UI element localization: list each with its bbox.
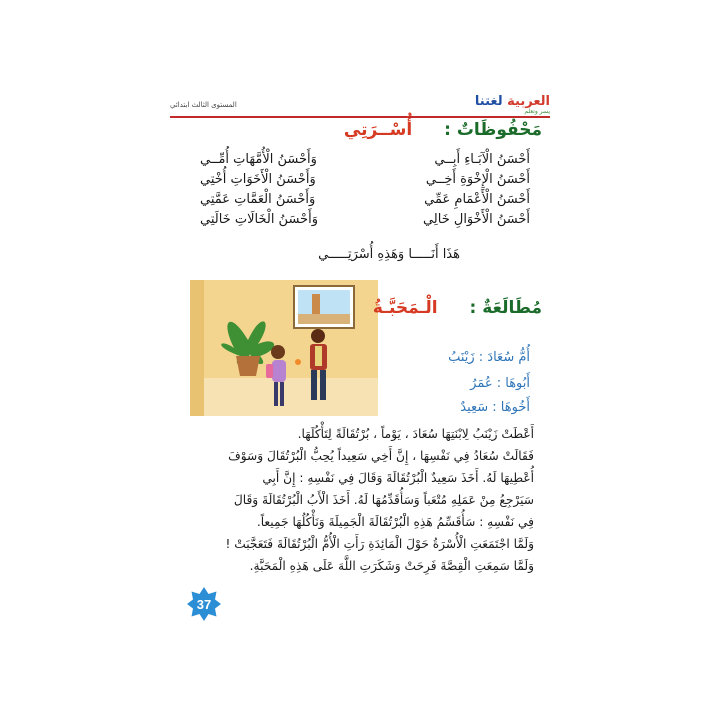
logo-word-1: لغتنا <box>474 94 503 109</box>
story-line: سَيَرْجِعُ مِنْ عَمَلِهِ مُتْعَباً وَسَأُقَدِّمُهَا لَهُ. أَخَذَ الْأَبُ الْبُرْتُقَالَةَ وَقَالَ <box>233 493 534 507</box>
story-line: أَعْطَتْ زَيْنَبُ لِابْنَتِهَا سُعَادَ ، يَوْماً ، بُرْتُقَالَةً لِتَأْكُلَهَا. <box>297 427 534 441</box>
page-header <box>170 96 550 114</box>
logo-word-2: العربية <box>507 94 550 109</box>
verse-first-half: أَحْسَنُ الْأَعْمَامِ عَمِّي <box>424 192 530 207</box>
verse-first-half: أَحْسَنُ الْأَخْوَالِ خَالِي <box>422 212 530 227</box>
character-brother: أَخُوهَا : سَعِيدٌ <box>460 400 530 415</box>
header-divider <box>170 116 550 118</box>
plant-pot <box>236 356 260 376</box>
poem-verse <box>200 210 530 230</box>
story-line: فَقَالَتْ سُعَادُ فِي نَفْسِهَا ، إِنَّ أَخِي سَعِيداً يُحِبُّ الْبُرْتُقَالَ وَسَوْفَ <box>228 449 534 463</box>
poem-title: أُسْــرَتِي <box>343 120 413 140</box>
poem-verse <box>200 170 530 190</box>
page-number: 37 <box>196 597 212 612</box>
poem-section-label: مَحْفُوظَاتٌ : <box>444 120 542 140</box>
orange-fruit <box>295 359 301 365</box>
verse-second-half: وَأَحْسَنُ الْعَمَّاتِ عَمَّتِي <box>200 192 316 207</box>
story-line: فِي نَفْسِهِ : سَأُقَسِّمُ هَذِهِ الْبُرْتُقَالَةَ الْجَمِيلَةَ وَنَأْكُلُهَا جَمِيعاً. <box>256 515 534 529</box>
poem-verse <box>200 150 530 170</box>
verse-first-half: أَحْسَنُ الْإِخْوَةِ أَخِــي <box>425 172 530 187</box>
logo-subtitle: يسر وتعلم <box>524 108 550 115</box>
character-mother: أُمُّ سُعَادَ : زَيْنَبُ <box>448 350 530 365</box>
story-line: وَلَمَّا اجْتَمَعَتِ الْأُسْرَةُ حَوْلَ الْمَائِدَةِ رَأَتِ الْأُمُّ الْبُرْتُقَالَةَ فَتَعَجَّبَتْ ! <box>225 537 534 551</box>
reading-section-title <box>373 298 542 318</box>
poem <box>200 150 530 230</box>
verse-second-half: وَأَحْسَنُ الْأَخَوَاتِ أُخْتِي <box>200 172 316 187</box>
reading-section-label: مُطَالَعَةٌ : <box>469 298 542 318</box>
story-illustration <box>190 280 378 416</box>
poem-verse <box>200 190 530 210</box>
level-label: المستوى الثالث ابتدائي <box>170 101 237 109</box>
verse-first-half: أَحْسَنُ الْآبَـاءِ أَبِــي <box>434 152 530 167</box>
verse-second-half: وَأَحْسَنُ الْخَالَاتِ خَالَتِي <box>200 212 318 227</box>
reading-title: الْـمَحَبَّـةُ <box>372 298 438 318</box>
poem-section-title <box>344 120 542 140</box>
girl-figure <box>272 360 286 382</box>
poem-final-line: هَذَا أَنَـــــا وَهَذِهِ أُسْرَتِـــــي <box>318 247 460 262</box>
story-text <box>194 423 534 577</box>
story-line: وَلَمَّا سَمِعَتِ الْقِصَّةَ فَرِحَتْ وَشَكَرَتِ اللَّهَ عَلَى هَذِهِ الْمَحَبَّةِ. <box>249 559 534 573</box>
story-line: أُعْطِيهَا لَهُ. أَخَذَ سَعِيدٌ الْبُرْتُقَالَةَ وَقَالَ فِي نَفْسِهِ : إِنَّ أَبِي <box>262 471 534 485</box>
verse-second-half: وَأَحْسَنُ الْأُمَّهَاتِ أُمِّــي <box>200 152 317 167</box>
page-number-badge <box>186 586 222 622</box>
book-logo <box>475 96 550 115</box>
character-father: أَبُوهَا : عُمَرُ <box>470 376 530 391</box>
